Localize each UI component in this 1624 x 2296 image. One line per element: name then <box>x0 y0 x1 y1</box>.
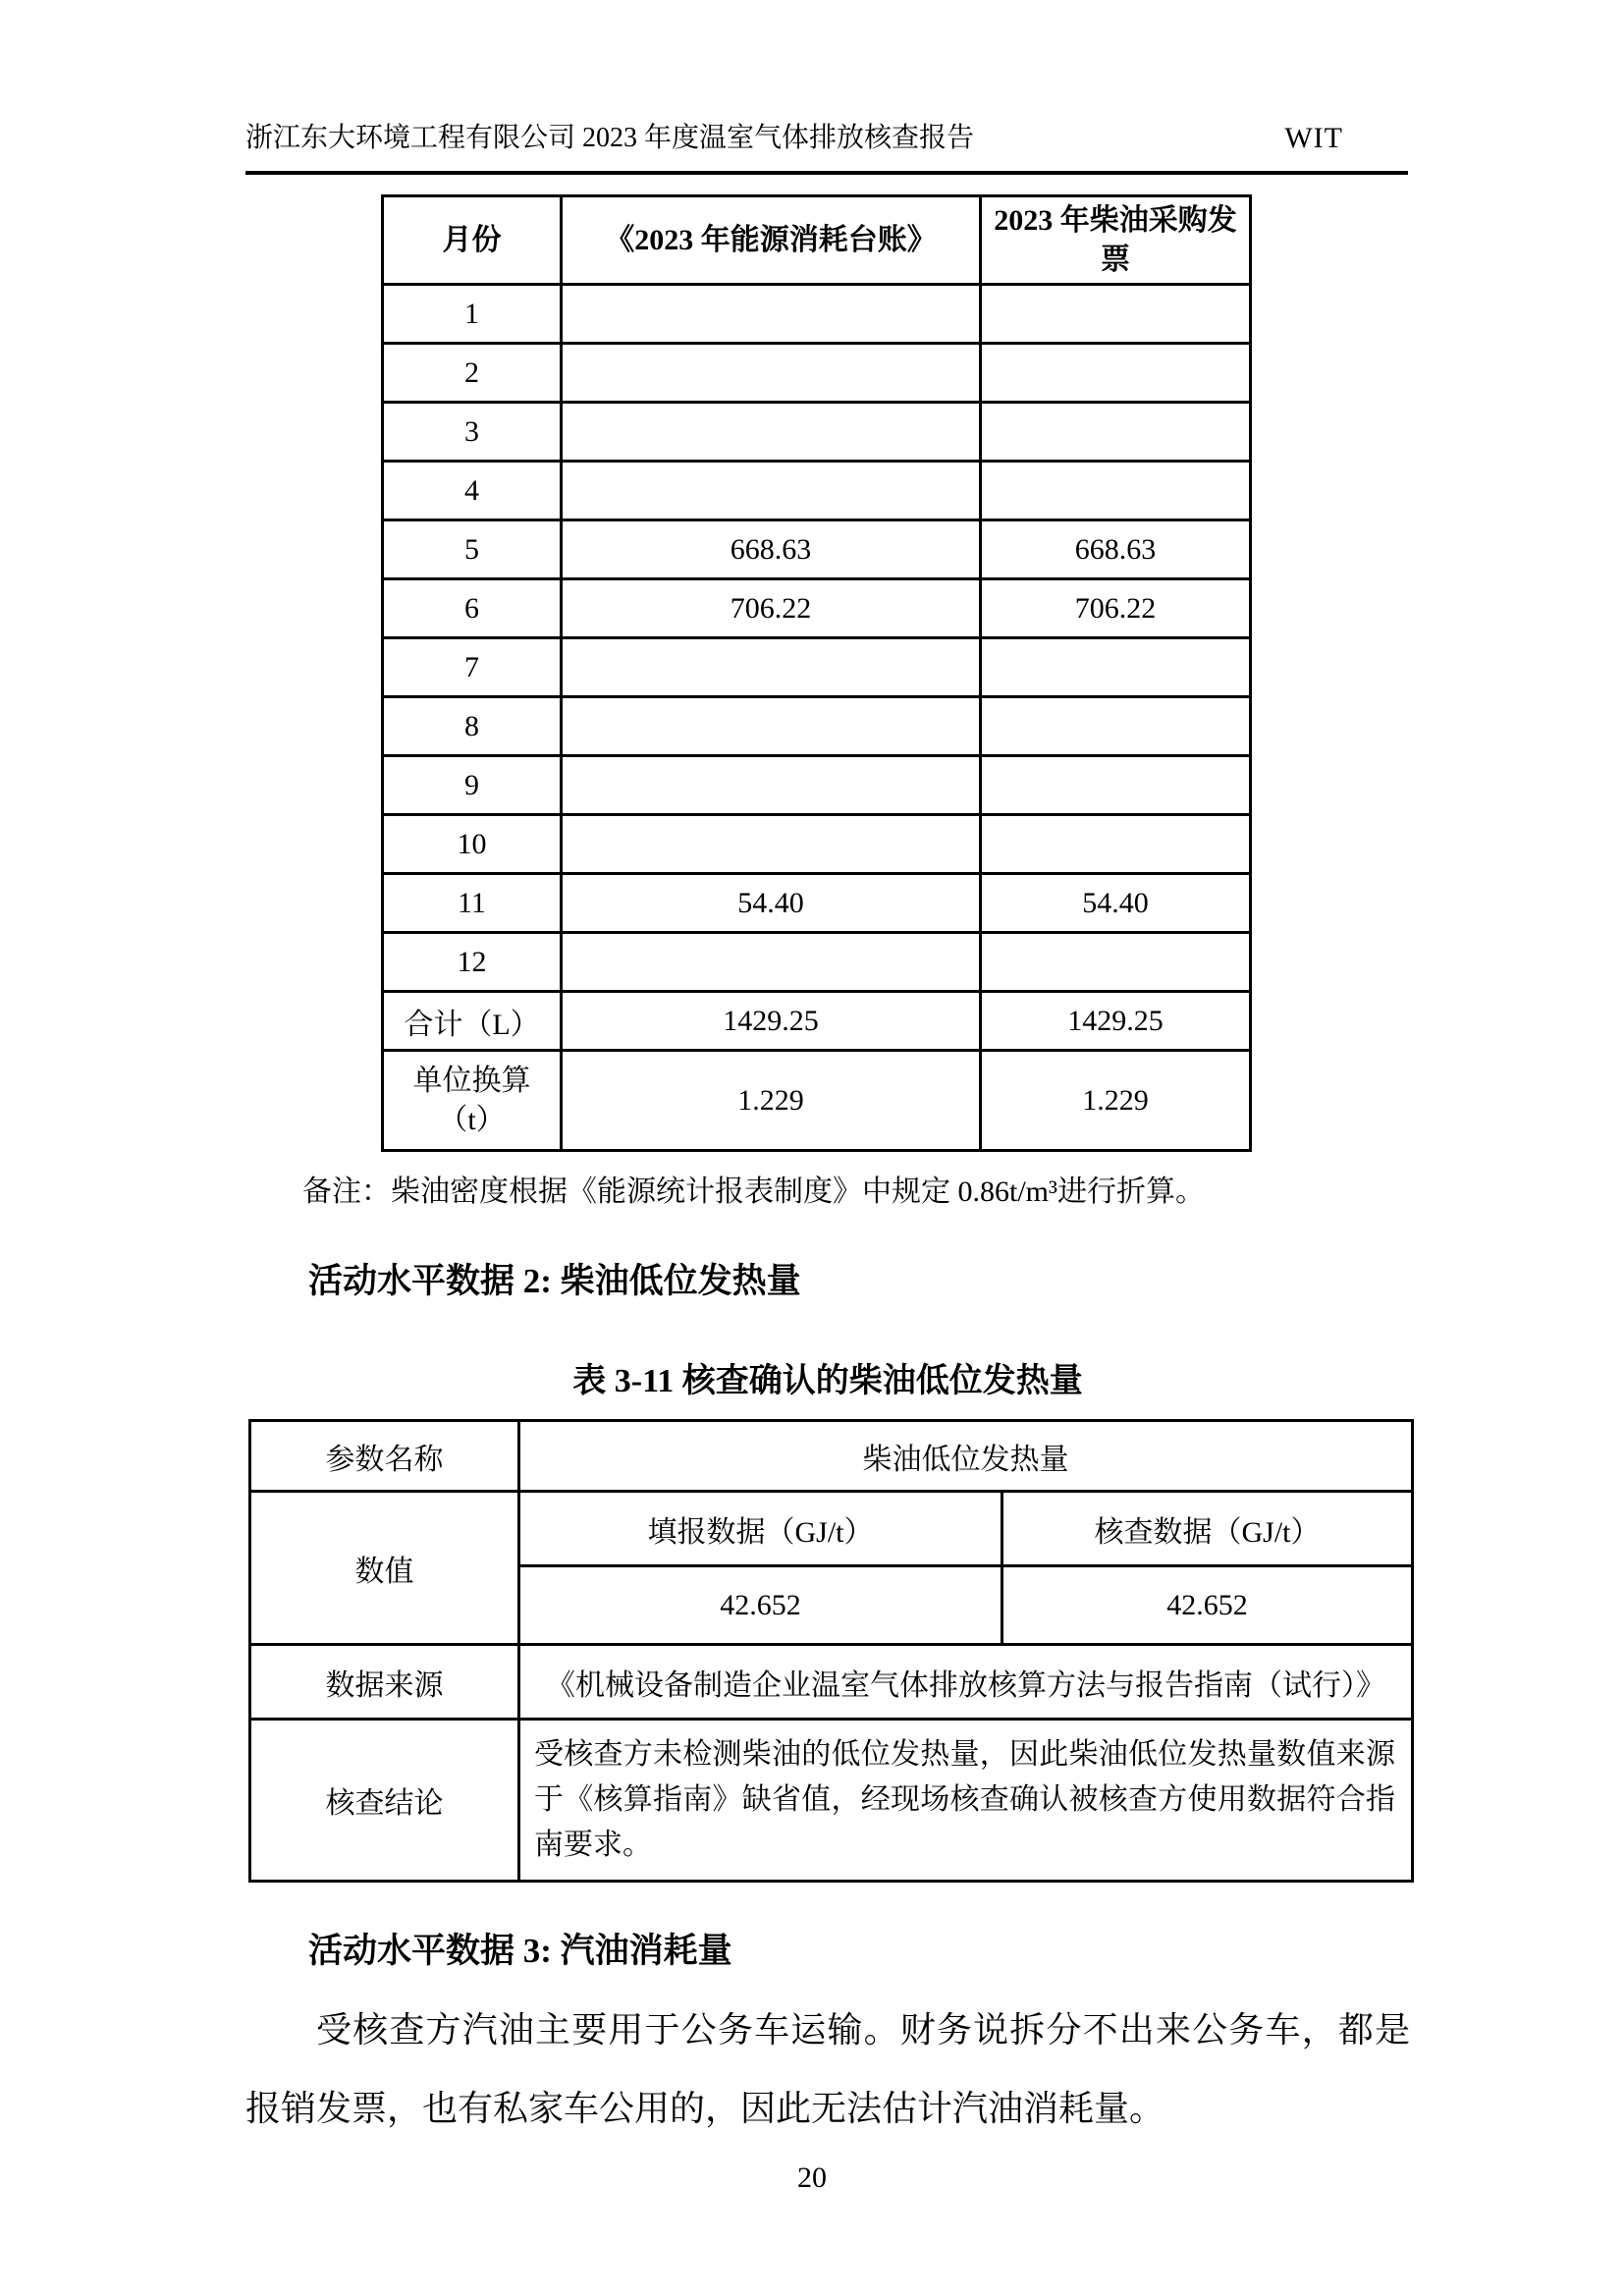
data-source-value-cell: 《机械设备制造企业温室气体排放核算方法与报告指南（试行）》 <box>519 1645 1413 1720</box>
ledger-cell <box>562 638 981 697</box>
invoice-cell: 668.63 <box>981 520 1251 579</box>
parameter-value-cell: 柴油低位发热量 <box>519 1421 1413 1492</box>
page-number: 20 <box>797 2161 827 2194</box>
heating-value-table <box>248 1419 1414 1883</box>
ledger-cell <box>562 756 981 815</box>
invoice-cell <box>981 815 1251 874</box>
invoice-total-cell: 1429.25 <box>981 992 1251 1051</box>
table-row <box>383 403 1251 462</box>
unit-conversion-row <box>383 1051 1251 1151</box>
data-source-row <box>250 1645 1413 1720</box>
verified-header-cell: 核查数据（GJ/t） <box>1002 1492 1413 1566</box>
total-row <box>383 992 1251 1051</box>
section-heading-activity-data-2: 活动水平数据 2: 柴油低位发热量 <box>308 1262 801 1300</box>
invoice-cell <box>981 462 1251 520</box>
invoice-cell: 706.22 <box>981 579 1251 638</box>
table-3-11-title: 表 3-11 核查确认的柴油低位发热量 <box>572 1363 1083 1399</box>
invoice-cell <box>981 933 1251 992</box>
month-cell: 12 <box>383 933 562 992</box>
reported-header-cell: 填报数据（GJ/t） <box>519 1492 1002 1566</box>
ledger-cell: 54.40 <box>562 874 981 933</box>
table-row <box>383 933 1251 992</box>
month-cell: 9 <box>383 756 562 815</box>
table-row <box>383 520 1251 579</box>
column-header-month: 月份 <box>383 196 562 285</box>
ledger-cell <box>562 697 981 756</box>
ledger-cell: 706.22 <box>562 579 981 638</box>
invoice-cell <box>981 697 1251 756</box>
invoice-cell <box>981 285 1251 344</box>
month-cell: 7 <box>383 638 562 697</box>
month-cell: 8 <box>383 697 562 756</box>
ledger-cell <box>562 403 981 462</box>
table-row <box>383 579 1251 638</box>
gasoline-paragraph: 受核查方汽油主要用于公务车运输。财务说拆分不出来公务车，都是报销发票，也有私家车公用的，因此无法估计汽油消耗量。 <box>245 2010 1410 2128</box>
table-row <box>383 815 1251 874</box>
table-header-row <box>383 196 1251 285</box>
table-footnote: 备注：柴油密度根据《能源统计报表制度》中规定 0.86t/m³进行折算。 <box>302 1175 1205 1208</box>
ledger-cell: 668.63 <box>562 520 981 579</box>
invoice-cell <box>981 403 1251 462</box>
section-heading-activity-data-3: 活动水平数据 3: 汽油消耗量 <box>308 1932 732 1970</box>
table-row <box>383 344 1251 403</box>
ledger-cell <box>562 462 981 520</box>
conclusion-row <box>250 1720 1413 1882</box>
invoice-cell <box>981 344 1251 403</box>
page-header <box>245 122 1408 175</box>
ledger-tonnes-cell: 1.229 <box>562 1051 981 1151</box>
parameter-row <box>250 1421 1413 1492</box>
month-cell: 6 <box>383 579 562 638</box>
ledger-cell <box>562 344 981 403</box>
brand-mark: WIT <box>1284 122 1343 154</box>
column-header-invoice: 2023 年柴油采购发票 <box>981 196 1251 285</box>
column-header-ledger: 《2023 年能源消耗台账》 <box>562 196 981 285</box>
value-header-row <box>250 1492 1413 1566</box>
ledger-cell <box>562 815 981 874</box>
ledger-cell <box>562 285 981 344</box>
conclusion-label-cell: 核查结论 <box>250 1720 519 1882</box>
ledger-cell <box>562 933 981 992</box>
unit-conversion-label-cell: 单位换算（t） <box>383 1051 562 1151</box>
table-row <box>383 697 1251 756</box>
invoice-tonnes-cell: 1.229 <box>981 1051 1251 1151</box>
value-label-cell: 数值 <box>250 1492 519 1645</box>
month-cell: 11 <box>383 874 562 933</box>
table-row <box>383 874 1251 933</box>
month-cell: 2 <box>383 344 562 403</box>
month-cell: 10 <box>383 815 562 874</box>
ledger-total-cell: 1429.25 <box>562 992 981 1051</box>
month-cell: 3 <box>383 403 562 462</box>
report-title: 浙江东大环境工程有限公司 2023 年度温室气体排放核查报告 <box>245 123 975 153</box>
total-label-cell: 合计（L） <box>383 992 562 1051</box>
table-row <box>383 285 1251 344</box>
invoice-cell <box>981 756 1251 815</box>
month-cell: 4 <box>383 462 562 520</box>
table-row <box>383 462 1251 520</box>
reported-value-cell: 42.652 <box>519 1566 1002 1645</box>
invoice-cell <box>981 638 1251 697</box>
parameter-label-cell: 参数名称 <box>250 1421 519 1492</box>
conclusion-value-cell: 受核查方未检测柴油的低位发热量，因此柴油低位发热量数值来源于《核算指南》缺省值，经现场核查确认被核查方使用数据符合指南要求。 <box>519 1720 1413 1882</box>
table-row <box>383 638 1251 697</box>
data-source-label-cell: 数据来源 <box>250 1645 519 1720</box>
verified-value-cell: 42.652 <box>1002 1566 1413 1645</box>
invoice-cell: 54.40 <box>981 874 1251 933</box>
month-cell: 1 <box>383 285 562 344</box>
month-cell: 5 <box>383 520 562 579</box>
monthly-diesel-table <box>381 194 1252 1152</box>
table-row <box>383 756 1251 815</box>
